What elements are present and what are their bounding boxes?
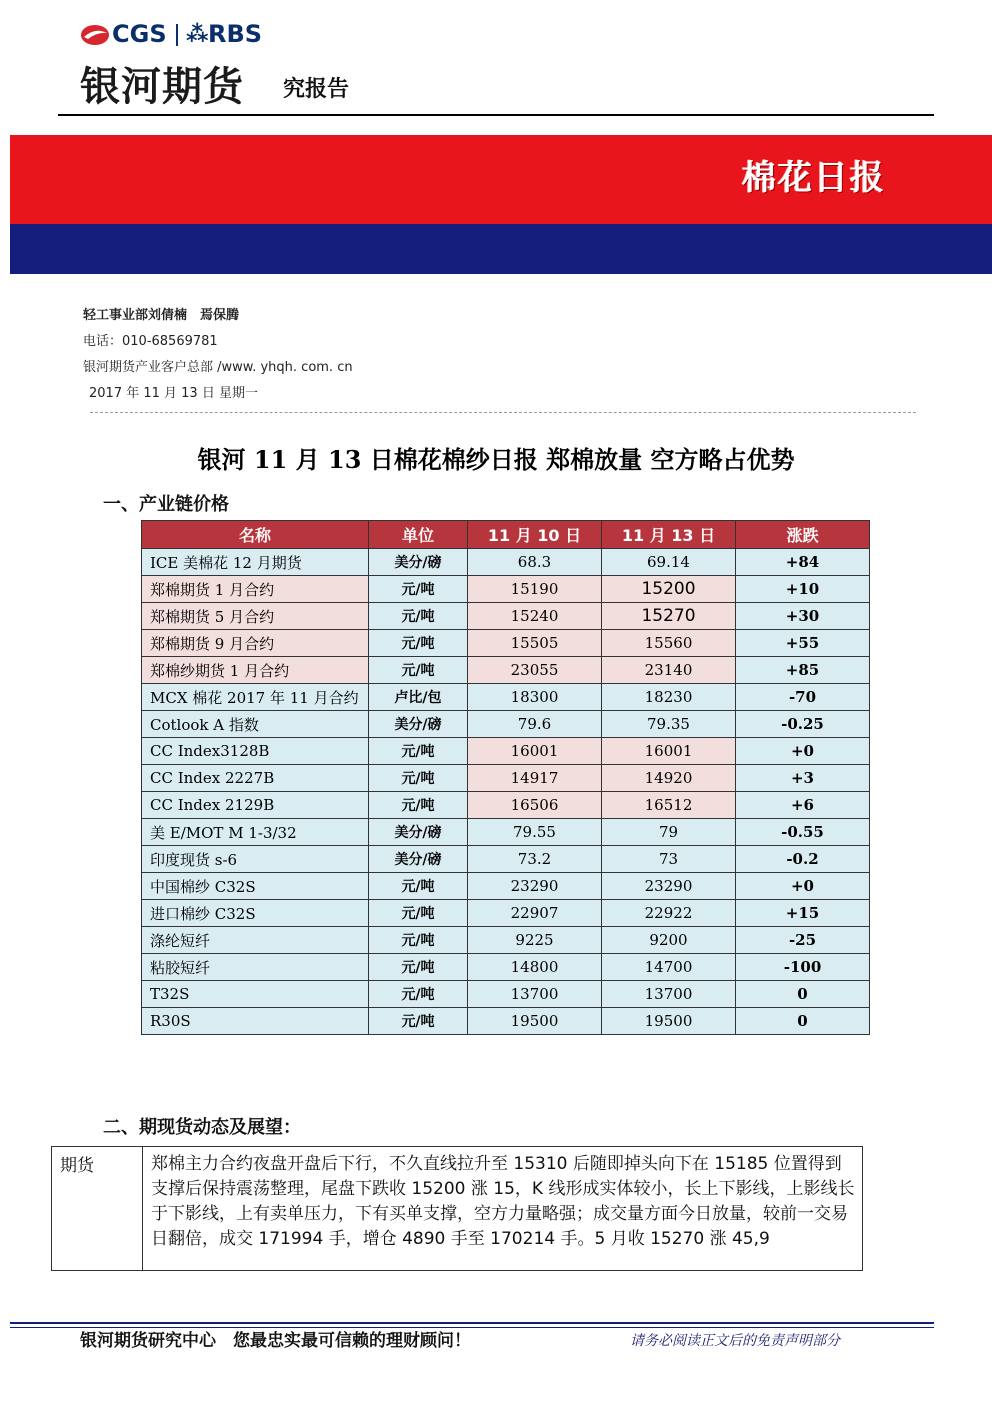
cell-name: 涤纶短纤 [142,927,369,954]
cell-unit: 美分/磅 [369,549,468,576]
rbs-logo-icon: ⁂ [186,22,209,47]
cell-nov10: 68.3 [468,549,602,576]
cell-change: +84 [736,549,870,576]
cell-nov10: 18300 [468,684,602,711]
cell-change: +0 [736,873,870,900]
cell-change: -25 [736,927,870,954]
cell-change: +15 [736,900,870,927]
cell-nov10: 14917 [468,765,602,792]
cell-unit: 元/吨 [369,954,468,981]
cell-nov13: 15270 [602,603,736,630]
table-row [142,873,870,900]
cell-nov13: 16512 [602,792,736,819]
dashed-divider [90,412,916,413]
cell-name: CC Index 2129B [142,792,369,819]
cell-change: 0 [736,1008,870,1035]
cell-nov10: 15505 [468,630,602,657]
brand-name: 银河期货 [80,64,244,110]
table-row [142,711,870,738]
cell-change: +6 [736,792,870,819]
table-row [142,738,870,765]
cell-change: +85 [736,657,870,684]
cell-nov10: 19500 [468,1008,602,1035]
footer-disclaimer: 请务必阅读正文后的免责声明部分 [630,1333,840,1349]
column-header-change: 涨跌 [736,521,870,549]
table-row [142,684,870,711]
table-row [142,576,870,603]
footer-divider [10,1322,934,1324]
banner-title: 棉花日报 [742,158,886,198]
logo-cgs-text: CGS [112,20,167,48]
table-row [142,981,870,1008]
logo-divider [176,24,178,46]
futures-commentary-table [51,1146,863,1271]
cell-name: 美 E/MOT M 1-3/32 [142,819,369,846]
cell-change: -100 [736,954,870,981]
cell-name: MCX 棉花 2017 年 11 月合约 [142,684,369,711]
table-row [142,603,870,630]
cell-unit: 美分/磅 [369,846,468,873]
cell-name: R30S [142,1008,369,1035]
cell-name: 郑棉期货 5 月合约 [142,603,369,630]
cell-name: 郑棉期货 1 月合约 [142,576,369,603]
cell-change: +55 [736,630,870,657]
cell-nov13: 13700 [602,981,736,1008]
cell-name: T32S [142,981,369,1008]
cell-nov13: 23140 [602,657,736,684]
price-table [141,520,870,1035]
author-phone: 电话：010-68569781 [83,334,218,349]
futures-commentary: 郑棉主力合约夜盘开盘后下行，不久直线拉升至 15310 后随即掉头向下在 15185 位置得到支撑后保持震荡整理，尾盘下跌收 15200 涨 15，K 线形成实体较小，长上下影线，上影线长于下影线，上有卖单压力，下有买单支撑，空方力量略强；成交量方面今日放量，较前一交易日翻倍，成交 171994 手，增仓 4890 手至 170214 手。5 月收 15270 涨 45,9 [143,1147,863,1271]
cell-nov13: 9200 [602,927,736,954]
table-row [142,657,870,684]
cell-name: CC Index 2227B [142,765,369,792]
cell-name: Cotlook A 指数 [142,711,369,738]
document-title: 银河 11 月 13 日棉花棉纱日报 郑棉放量 空方略占优势 [197,445,795,474]
footer-slogan: 银河期货研究中心 您最忠实最可信赖的理财顾问！ [80,1331,471,1351]
price-table-body [142,549,870,1035]
cell-nov10: 9225 [468,927,602,954]
cell-nov13: 23290 [602,873,736,900]
table-row [142,549,870,576]
cell-unit: 元/吨 [369,576,468,603]
title-banner-blue [10,224,992,274]
cell-unit: 元/吨 [369,630,468,657]
cell-nov10: 79.6 [468,711,602,738]
cell-unit: 卢比/包 [369,684,468,711]
table-header-row [142,521,870,549]
cell-nov10: 22907 [468,900,602,927]
cell-unit: 元/吨 [369,765,468,792]
logo-rbs-text: RBS [208,20,263,48]
futures-label: 期货 [52,1147,143,1271]
cell-unit: 元/吨 [369,1008,468,1035]
cell-nov13: 18230 [602,684,736,711]
cell-name: 郑棉期货 9 月合约 [142,630,369,657]
cell-nov13: 79.35 [602,711,736,738]
author-dept: 轻工事业部刘倩楠 焉保腾 [83,308,240,323]
cell-name: 印度现货 s-6 [142,846,369,873]
cell-nov13: 79 [602,819,736,846]
table-row [142,765,870,792]
cell-nov13: 69.14 [602,549,736,576]
cell-nov10: 23290 [468,873,602,900]
report-date: 2017 年 11 月 13 日 星期一 [89,386,258,401]
author-website: 银河期货产业客户总部 /www. yhqh. com. cn [83,360,353,375]
table-row [142,630,870,657]
cell-nov10: 79.55 [468,819,602,846]
cgs-logo-icon [80,24,110,46]
column-header-unit: 单位 [369,521,468,549]
cell-nov13: 14700 [602,954,736,981]
cell-unit: 元/吨 [369,927,468,954]
cell-nov10: 16506 [468,792,602,819]
report-type: 究报告 [283,77,350,102]
cell-nov13: 15560 [602,630,736,657]
cell-unit: 元/吨 [369,657,468,684]
cell-nov10: 15190 [468,576,602,603]
table-row [142,900,870,927]
cell-change: +30 [736,603,870,630]
cell-nov13: 14920 [602,765,736,792]
table-row [142,954,870,981]
table-row [142,846,870,873]
futures-row [52,1147,863,1271]
cell-unit: 元/吨 [369,873,468,900]
table-row [142,819,870,846]
cell-nov10: 13700 [468,981,602,1008]
cell-nov13: 73 [602,846,736,873]
cell-nov10: 15240 [468,603,602,630]
cell-nov10: 23055 [468,657,602,684]
table-row [142,1008,870,1035]
column-header-date2: 11 月 13 日 [602,521,736,549]
cell-unit: 元/吨 [369,792,468,819]
cell-unit: 元/吨 [369,981,468,1008]
cell-name: ICE 美棉花 12 月期货 [142,549,369,576]
cell-nov13: 15200 [602,576,736,603]
cell-name: 进口棉纱 C32S [142,900,369,927]
cell-nov13: 22922 [602,900,736,927]
cell-unit: 元/吨 [369,603,468,630]
cell-unit: 美分/磅 [369,819,468,846]
cell-name: 郑棉纱期货 1 月合约 [142,657,369,684]
cell-change: -0.55 [736,819,870,846]
cell-nov13: 16001 [602,738,736,765]
cell-change: +0 [736,738,870,765]
cell-unit: 元/吨 [369,738,468,765]
section-heading-outlook: 二、期现货动态及展望： [103,1117,301,1138]
cell-name: 中国棉纱 C32S [142,873,369,900]
header-divider [58,114,934,116]
cell-nov10: 14800 [468,954,602,981]
cell-unit: 元/吨 [369,900,468,927]
column-header-name: 名称 [142,521,369,549]
cell-change: -0.2 [736,846,870,873]
cell-unit: 美分/磅 [369,711,468,738]
cell-change: +3 [736,765,870,792]
cell-change: 0 [736,981,870,1008]
column-header-date1: 11 月 10 日 [468,521,602,549]
cell-change: -0.25 [736,711,870,738]
cell-change: -70 [736,684,870,711]
section-heading-prices: 一、产业链价格 [103,494,229,515]
cell-name: CC Index3128B [142,738,369,765]
cell-name: 粘胶短纤 [142,954,369,981]
cell-change: +10 [736,576,870,603]
cell-nov13: 19500 [602,1008,736,1035]
cell-nov10: 73.2 [468,846,602,873]
table-row [142,927,870,954]
cell-nov10: 16001 [468,738,602,765]
table-row [142,792,870,819]
